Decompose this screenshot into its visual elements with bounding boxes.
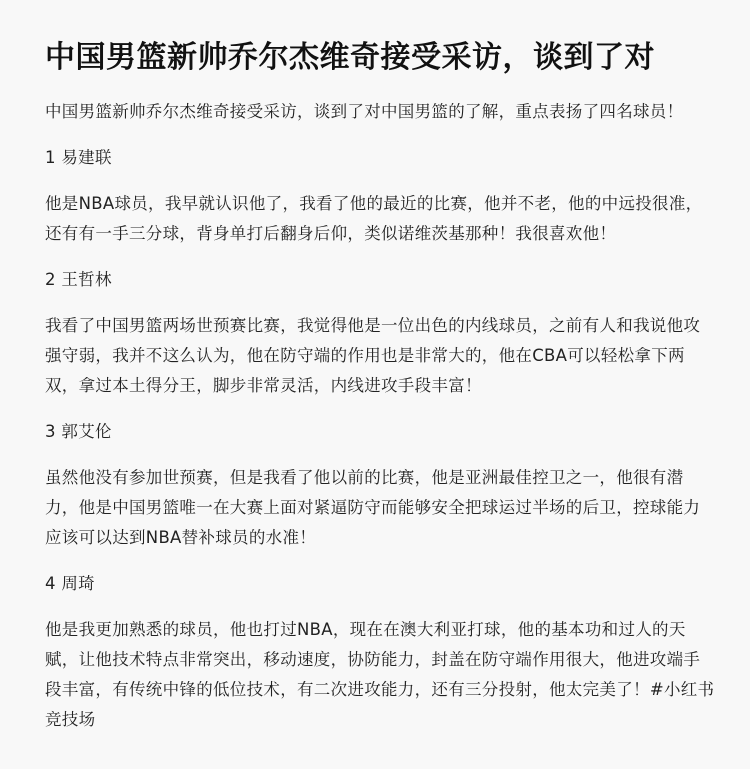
player-heading-2: 2 王哲林 [45, 270, 112, 289]
hashtag-link[interactable]: #小红书竞技场 [45, 680, 715, 729]
player-text-2: 我看了中国男篮两场世预赛比赛，我觉得他是一位出色的内线球员，之前有人和我说他攻强守弱，我并不这么认为，他在防守端的作用也是非常大的，他在CBA可以轻松拿下两双，拿过本土得分王，脚步非常灵活，内线进攻手段丰富！ [45, 316, 701, 395]
player-heading-4: 4 周琦 [45, 574, 95, 593]
player-heading-1: 1 易建联 [45, 148, 112, 167]
article-body [45, 97, 715, 751]
player-text-1: 他是NBA球员，我早就认识他了，我看了他的最近的比赛，他并不老，他的中远投很准，还有有一手三分球，背身单打后翻身后仰，类似诺维茨基那种！我很喜欢他！ [45, 194, 703, 243]
player-heading-3: 3 郭艾伦 [45, 422, 112, 441]
intro-paragraph: 中国男篮新帅乔尔杰维奇接受采访，谈到了对中国男篮的了解，重点表扬了四名球员！ [45, 102, 684, 121]
article-title: 中国男篮新帅乔尔杰维奇接受采访，谈到了对 [45, 40, 655, 75]
player-text-4-body: 他是我更加熟悉的球员，他也打过NBA，现在在澳大利亚打球，他的基本功和过人的天赋，让他技术特点非常突出，移动速度，协防能力，封盖在防守端作用很大，他进攻端手段丰富，有传统中锋的低位技术，有二次进攻能力，还有三分投射，他太完美了！ [45, 620, 701, 699]
player-text-4 [45, 615, 715, 735]
player-text-3: 虽然他没有参加世预赛，但是我看了他以前的比赛，他是亚洲最佳控卫之一，他很有潜力，他是中国男篮唯一在大赛上面对紧逼防守而能够安全把球运过半场的后卫，控球能力应该可以达到NBA替补球员的水准！ [45, 468, 701, 547]
